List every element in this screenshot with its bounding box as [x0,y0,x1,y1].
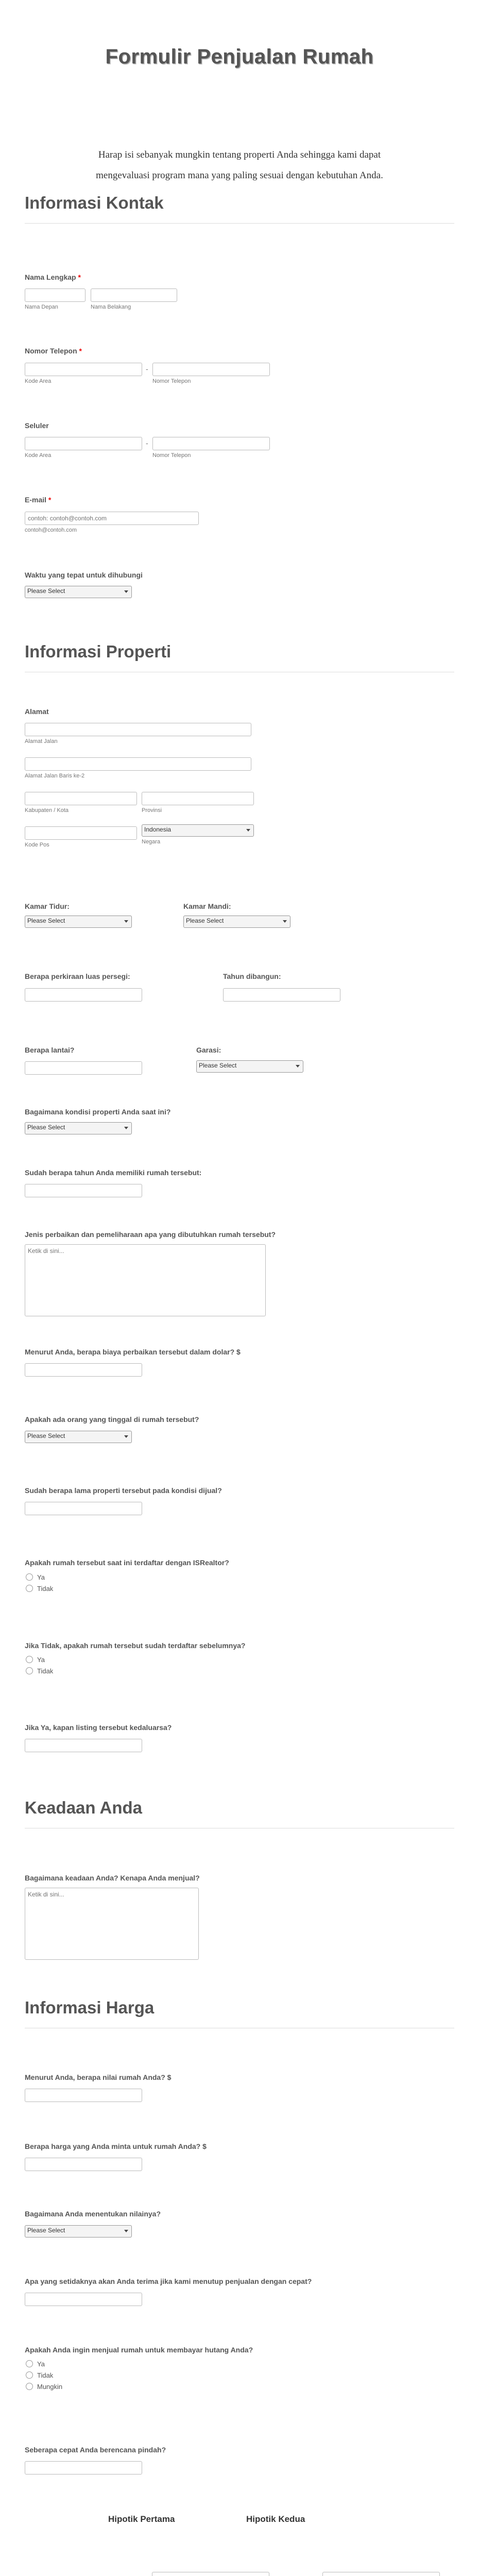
province-sub: Provinsi [142,807,162,814]
postal-group [25,826,137,848]
listed-mls-label: Apakah rumah tersebut saat ini terdaftar dengan ISRealtor? [25,1558,229,1567]
radio-prev-yes[interactable]: Ya [26,1654,53,1665]
street-input[interactable] [25,723,251,736]
bathrooms-select[interactable]: Please Select [183,916,290,928]
listed-duration-input[interactable] [25,1502,142,1515]
section-situation [25,1798,454,1828]
asking-input[interactable] [25,2158,142,2171]
radio-listed-yes[interactable]: Ya [26,1571,53,1583]
radio-circle-icon [26,2371,33,2379]
balance-second-input[interactable] [322,2572,440,2576]
radio-circle-icon [26,2383,33,2390]
radio-circle-icon [26,1585,33,1592]
street2-sub: Alamat Jalan Baris ke-2 [25,773,85,779]
listed-mls-radios [26,1571,53,1594]
cell-area-input[interactable] [25,437,142,450]
phone-label: Nomor Telepon * [25,347,82,355]
timeline-input[interactable] [25,2461,142,2475]
condition-label: Bagaimana kondisi properti Anda saat ini? [25,1108,171,1116]
cell-area-sub: Kode Area [25,452,52,459]
radio-circle-icon [26,1667,33,1674]
determine-label: Bagaimana Anda menentukan nilainya? [25,2210,161,2218]
section-title-contact: Informasi Kontak [25,193,454,224]
email-input[interactable] [25,512,199,525]
balance-first-input[interactable] [152,2572,269,2576]
cell-number-group [152,437,270,459]
garage-select[interactable]: Please Select [196,1060,303,1073]
city-input[interactable] [25,792,137,805]
condition-select[interactable]: Please Select [25,1122,132,1134]
radio-prev-no[interactable]: Tidak [26,1665,53,1676]
floors-input[interactable] [25,1061,142,1075]
bathrooms-label: Kamar Mandi: [183,902,231,910]
first-name-group [25,289,85,310]
province-input[interactable] [142,792,254,805]
email-sub: contoh@contoh.com [25,527,77,533]
section-title-pricing: Informasi Harga [25,1998,454,2028]
occupied-label: Apakah ada orang yang tinggal di rumah tersebut? [25,1415,199,1423]
sqft-input[interactable] [25,988,142,1002]
chevron-down-icon [246,829,250,832]
country-group [142,824,254,845]
cell-area-group [25,437,142,459]
mortgage-first-head: Hipotik Pertama [108,2514,175,2524]
address-label: Alamat [25,707,49,716]
radio-listed-no[interactable]: Tidak [26,1583,53,1594]
phone-number-sub: Nomor Telepon [152,378,191,384]
contact-time-label: Waktu yang tepat untuk dihubungi [25,571,143,579]
accept-label: Apa yang setidaknya akan Anda terima jika kami menutup penjualan dengan cepat? [25,2277,312,2285]
country-select[interactable]: Indonesia [142,824,254,837]
repairs-textarea[interactable] [25,1244,266,1316]
year-built-input[interactable] [223,988,340,1002]
contact-time-select[interactable]: Please Select [25,586,132,598]
section-title-situation: Keadaan Anda [25,1798,454,1828]
section-contact [25,193,454,224]
street-group [25,723,251,744]
repairs-label: Jenis perbaikan dan pemeliharaan apa yang dibutuhkan rumah tersebut? [25,1230,276,1239]
floors-label: Berapa lantai? [25,1046,75,1054]
form-title: Formulir Penjualan Rumah [105,45,374,68]
last-name-input[interactable] [91,289,177,302]
timeline-label: Seberapa cepat Anda berencana pindah? [25,2446,166,2454]
occupied-select[interactable]: Please Select [25,1431,132,1443]
street2-group [25,757,251,779]
reason-label: Bagaimana keadaan Anda? Kenapa Anda menjual? [25,1874,200,1882]
form-subtitle: Harap isi sebanyak mungkin tentang properti Anda sehingga kami dapat mengevaluasi program mana yang paling sesuai dengan kebutuhan Anda. [96,149,383,181]
repair-cost-input[interactable] [25,1363,142,1377]
chevron-down-icon [124,920,128,923]
radio-behind-maybe[interactable]: Mungkin [26,2381,62,2392]
behind-label: Apakah Anda ingin menjual rumah untuk membayar hutang Anda? [25,2346,253,2354]
bedrooms-label: Kamar Tidur: [25,902,70,910]
last-name-sub: Nama Belakang [91,304,131,310]
cell-number-input[interactable] [152,437,270,450]
radio-circle-icon [26,1656,33,1663]
cell-dash: - [146,439,148,447]
cell-label: Seluler [25,421,49,430]
accept-input[interactable] [25,2293,142,2306]
previously-listed-label: Jika Tidak, apakah rumah tersebut sudah terdaftar sebelumnya? [25,1641,246,1650]
chevron-down-icon [296,1065,300,1067]
email-group [25,512,199,533]
previously-listed-radios [26,1654,53,1676]
sqft-label: Berapa perkiraan luas persegi: [25,972,130,980]
chevron-down-icon [124,590,128,593]
behind-radios [26,2358,62,2392]
chevron-down-icon [124,2230,128,2232]
phone-number-input[interactable] [152,363,270,376]
first-name-input[interactable] [25,289,85,302]
street2-input[interactable] [25,757,251,771]
garage-label: Garasi: [196,1046,221,1054]
chevron-down-icon [124,1435,128,1438]
chevron-down-icon [124,1127,128,1129]
radio-behind-yes[interactable]: Ya [26,2358,62,2369]
section-pricing [25,1998,454,2028]
phone-number-group [152,363,270,384]
cell-number-sub: Nomor Telepon [152,452,191,459]
repair-cost-label: Menurut Anda, berapa biaya perbaikan tersebut dalam dolar? $ [25,1348,241,1356]
asking-label: Berapa harga yang Anda minta untuk rumah Anda? $ [25,2142,207,2150]
email-label: E-mail * [25,496,52,504]
section-property [25,642,454,672]
province-group [142,792,254,814]
phone-area-input[interactable] [25,363,142,376]
phone-dash: - [146,365,148,373]
years-owned-label: Sudah berapa tahun Anda memiliki rumah tersebut: [25,1168,202,1177]
reason-textarea[interactable] [25,1888,199,1960]
determine-select[interactable]: Please Select [25,2225,132,2238]
value-input[interactable] [25,2089,142,2102]
street-sub: Alamat Jalan [25,738,58,744]
years-owned-input[interactable] [25,1184,142,1197]
mortgage-second-head: Hipotik Kedua [246,2514,305,2524]
year-built-label: Tahun dibangun: [223,972,281,980]
radio-behind-no[interactable]: Tidak [26,2369,62,2381]
expired-label: Jika Ya, kapan listing tersebut kedaluarsa? [25,1723,172,1732]
radio-circle-icon [26,2360,33,2367]
city-sub: Kabupaten / Kota [25,807,69,814]
phone-area-sub: Kode Area [25,378,52,384]
phone-area-group [25,363,142,384]
first-name-sub: Nama Depan [25,304,58,310]
postal-input[interactable] [25,826,137,840]
section-title-property: Informasi Properti [25,642,454,672]
last-name-group [91,289,177,310]
radio-circle-icon [26,1573,33,1581]
chevron-down-icon [283,920,287,923]
bedrooms-select[interactable]: Please Select [25,916,132,928]
full-name-label: Nama Lengkap * [25,273,81,281]
country-sub: Negara [142,839,161,845]
expired-input[interactable] [25,1739,142,1752]
city-group [25,792,137,814]
postal-sub: Kode Pos [25,842,49,848]
value-label: Menurut Anda, berapa nilai rumah Anda? $ [25,2073,172,2081]
listed-duration-label: Sudah berapa lama properti tersebut pada kondisi dijual? [25,1486,222,1495]
